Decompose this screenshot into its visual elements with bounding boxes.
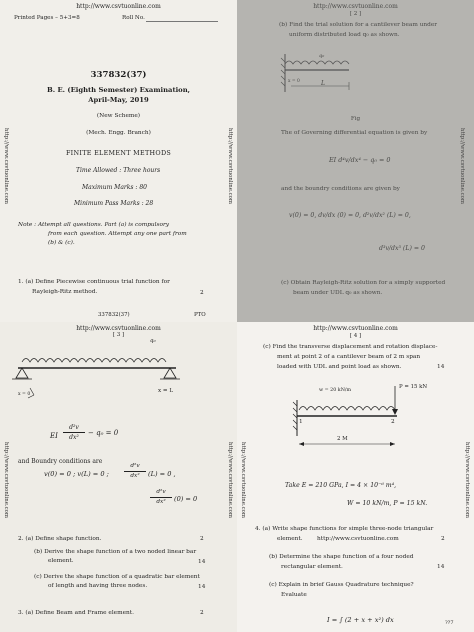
- node-1: 1: [299, 419, 303, 425]
- side-watermark: http://www.csvtuonline.com: [227, 128, 233, 205]
- printed-pages: Printed Pages – 5+3=8: [14, 15, 80, 21]
- eq-numerator: d²v: [63, 424, 85, 433]
- q1a-line-2: Rayleigh-Ritz method.: [32, 289, 98, 295]
- boundary-eq-2: d³v/dx³ (L) = 0: [379, 245, 425, 252]
- governing-eq: EI d⁴v/dx⁴ − q₀ = 0: [329, 156, 391, 164]
- q4a-line-1: 4. (a) Write shape functions for simple three-node triangular: [255, 526, 434, 532]
- q3a: 3. (a) Define Beam and Frame element.: [18, 610, 134, 616]
- scheme: (New Scheme): [96, 113, 141, 119]
- max-marks: Maximum Marks : 80: [82, 184, 147, 191]
- integral: I = ∫ (2 + x + x²) dx: [327, 616, 394, 624]
- given-values-2: W = 10 kN/m, P = 15 kN.: [347, 500, 428, 507]
- cantilever-point-load-figure: [237, 380, 474, 460]
- q4c-line-1: (c) Explain in brief Gauss Quadrature technique?: [269, 582, 414, 588]
- q2b-line-2: element.: [48, 558, 74, 564]
- q3a-marks: 2: [200, 610, 204, 616]
- udl-label: w = 20 kN/m: [319, 388, 352, 393]
- page-2: [237, 0, 474, 322]
- q4b-marks: 14: [437, 564, 445, 570]
- q1c-line-2: beam under UDL q₀ as shown.: [293, 290, 383, 296]
- page-number: [ 3 ]: [112, 332, 125, 338]
- footer-code: 337832(37): [98, 312, 130, 318]
- page-number: [ 2 ]: [349, 11, 362, 17]
- q3c-line-1: (c) Find the transverse displacement and rotation displace-: [263, 344, 438, 350]
- eq-denominator: dx²: [69, 434, 79, 441]
- boundary-intro: and the boundry conditions are given by: [281, 186, 400, 192]
- udl-label: q₀: [319, 53, 325, 59]
- boundary-eq-3: (0) = 0: [174, 495, 198, 503]
- page-number: [ 4 ]: [349, 333, 362, 339]
- x-origin-label: x = 0: [288, 79, 300, 84]
- q3c-line-2: ment at point 2 of a cantilever beam of 2 m span: [277, 354, 421, 360]
- xl-label: x = L: [158, 388, 174, 394]
- node-2: 2: [391, 419, 395, 425]
- header-url: http://www.csvtuonline.com: [313, 3, 398, 10]
- side-watermark: http://www.csvtuonline.com: [3, 442, 9, 519]
- exam-session: April-May, 2019: [88, 96, 149, 104]
- q4b-line-2: rectangular element.: [281, 564, 343, 570]
- paper-code: 337832(37): [90, 70, 147, 80]
- side-watermark: http://www.csvtuonline.com: [464, 442, 470, 519]
- q3c-marks: 14: [437, 364, 445, 370]
- x0-label: x = 0: [18, 392, 31, 397]
- roll-no-line: [146, 21, 218, 22]
- note-line-2: from each question. Attempt any one part from: [48, 231, 187, 237]
- note-line-3: (b) & (c).: [48, 240, 75, 246]
- q4a-line-2: element.: [277, 536, 303, 542]
- span-label: 2 M: [337, 436, 348, 442]
- fig-caption: Fig: [350, 116, 361, 122]
- branch: (Mech. Engg. Branch): [86, 130, 151, 136]
- bc-numerator: d²v: [150, 489, 172, 498]
- q2a: 2. (a) Define shape function.: [18, 536, 102, 542]
- eq-ei: EI: [50, 432, 58, 440]
- eq-rest: − q₀ = 0: [88, 429, 119, 437]
- q1b-line-2: uniform distributed load q₀ as shown.: [289, 32, 400, 38]
- note-line-1: Note : Attempt all questions. Part (a) is compulsory: [18, 222, 170, 228]
- length-label: L: [321, 80, 325, 87]
- time-allowed: Time Allowed : Three hours: [76, 167, 161, 174]
- q4c-line-2: Evaluate: [281, 592, 307, 598]
- roll-no-label: Roll No.: [122, 15, 145, 21]
- header-url: http://www.csvtuonline.com: [76, 3, 161, 10]
- simply-supported-udl-figure: [0, 340, 237, 420]
- bc-numerator: d²v: [124, 463, 146, 472]
- page-1: [0, 0, 237, 322]
- q1a-marks: 2: [200, 290, 204, 296]
- q4a-marks: 2: [441, 536, 445, 542]
- q4a-url: http://www.csvtuonline.com: [317, 536, 399, 542]
- bc-denominator: dx²: [130, 473, 140, 479]
- boundary-eq-1: v(0) = 0 ; v(L) = 0 ;: [44, 470, 109, 478]
- corner-mark: ??7: [445, 620, 454, 626]
- q2c-marks: 14: [198, 584, 206, 590]
- q4b-line-1: (b) Determine the shape function of a four noded: [269, 554, 414, 560]
- q2a-marks: 2: [200, 536, 204, 542]
- page-3: [0, 322, 237, 632]
- side-watermark: http://www.csvtuonline.com: [227, 442, 233, 519]
- page-4: [237, 322, 474, 632]
- q1c-line-1: (c) Obtain Rayleigh-Ritz solution for a simply supported: [281, 280, 446, 286]
- q3c-line-3: loaded with UDL and point load as shown.: [277, 364, 402, 370]
- given-values-1: Take E = 210 GPa, I = 4 × 10⁻⁶ m⁴,: [285, 482, 397, 489]
- side-watermark: http://www.csvtuonline.com: [240, 442, 246, 519]
- q2b-line-1: (b) Derive the shape function of a two noded linear bar: [34, 549, 197, 555]
- q1a-line-1: 1. (a) Define Piecewise continuous trial function for: [18, 279, 170, 285]
- side-watermark: http://www.csvtuonline.com: [3, 128, 9, 205]
- exam-title: B. E. (Eighth Semester) Examination,: [46, 86, 191, 94]
- min-pass-marks: Minimum Pass Marks : 28: [74, 200, 154, 207]
- boundary-eq-1: v(0) = 0, dv/dx (0) = 0, d²v/dx² (L) = 0,: [289, 212, 411, 219]
- bc-denominator: dx²: [156, 499, 166, 505]
- q2c-line-2: of length and having three nodes.: [48, 583, 148, 589]
- pto: PTO: [194, 312, 206, 318]
- boundary-intro: and Boundry conditions are: [18, 458, 103, 465]
- udl-label: q₀: [150, 338, 156, 344]
- header-url: http://www.csvtuonline.com: [76, 325, 161, 332]
- point-load-label: P = 15 kN: [399, 384, 428, 390]
- q2b-marks: 14: [198, 559, 206, 565]
- q1b-line-1: (b) Find the trial solution for a cantilever beam under: [279, 22, 438, 28]
- governing-eq-intro: The of Governing differential equation is given by: [281, 130, 428, 136]
- side-watermark: http://www.csvtuonline.com: [459, 128, 465, 205]
- q2c-line-1: (c) Derive the shape function of a quadratic bar element: [34, 574, 200, 580]
- boundary-eq-2: (L) = 0 ,: [148, 470, 176, 478]
- header-url: http://www.csvtuonline.com: [313, 325, 398, 332]
- subject: FINITE ELEMENT METHODS: [65, 149, 172, 157]
